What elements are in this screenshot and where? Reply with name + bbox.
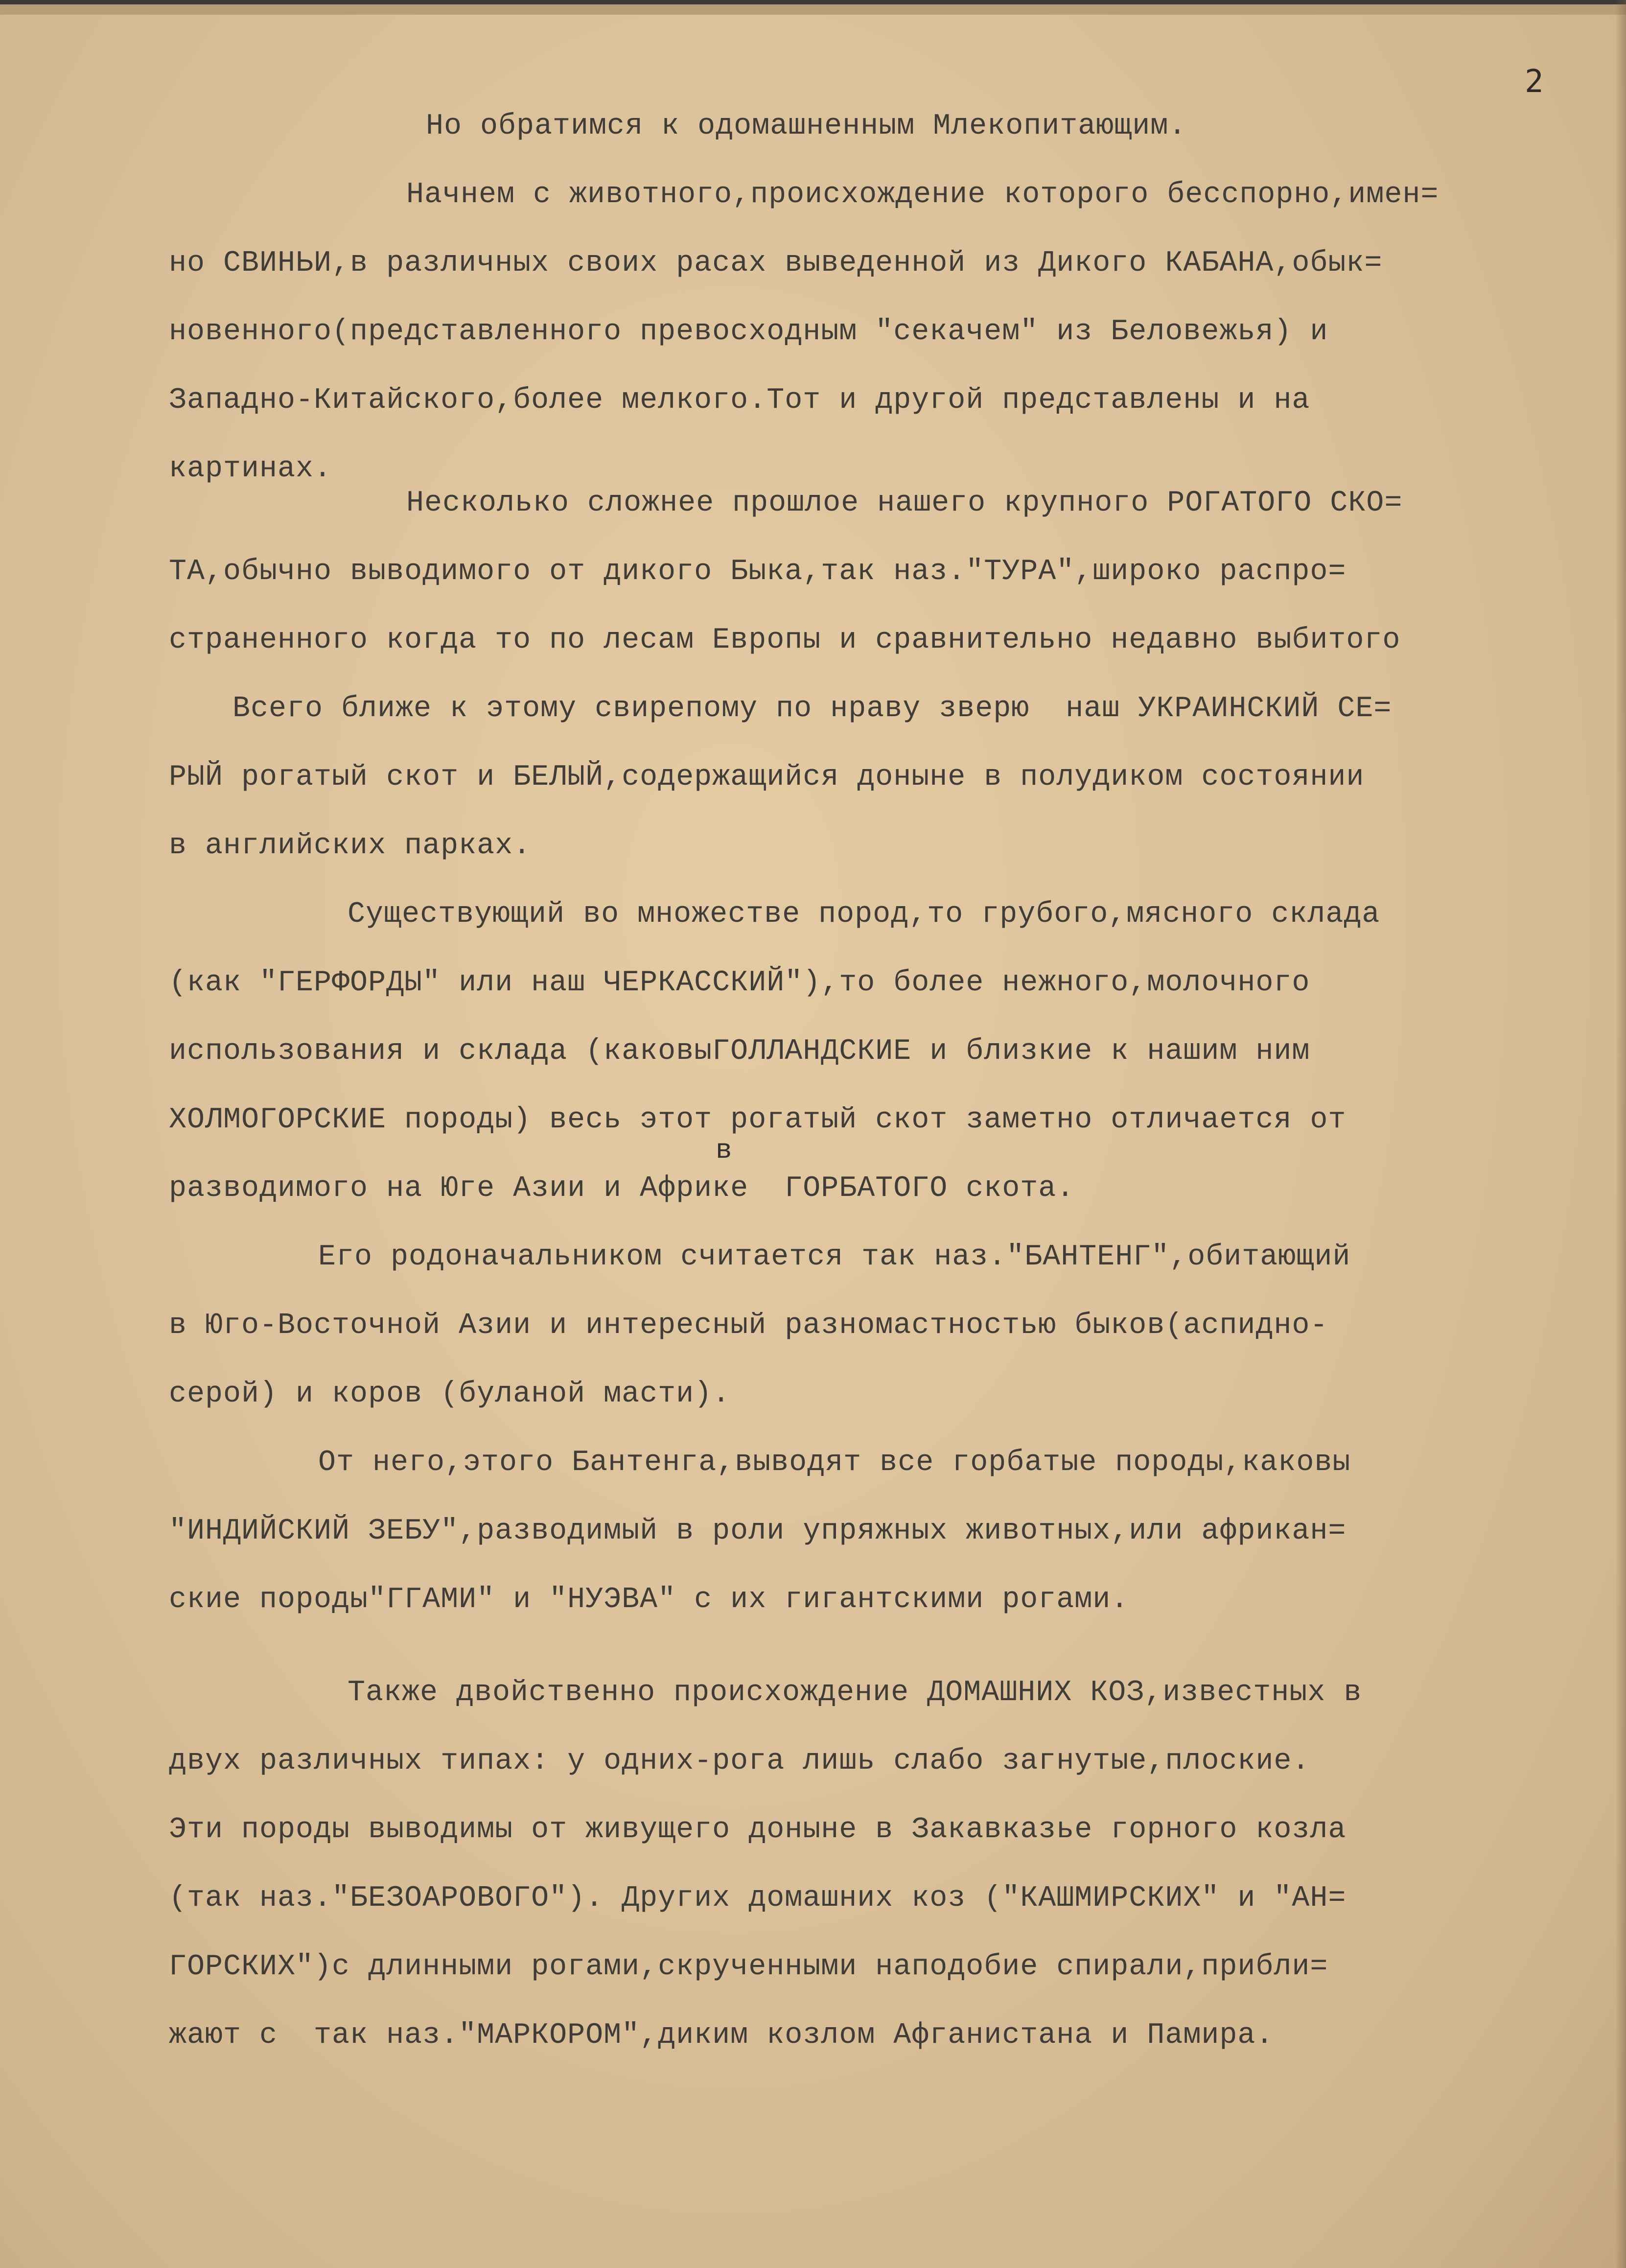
text-line: но СВИНЬИ,в различных своих расах выведенной из Дикого КАБАНА,обык= — [169, 247, 1383, 280]
text-line: ские породы"ГГАМИ" и "НУЭВА" с их гигантскими рогами. — [169, 1583, 1129, 1616]
page-number: 2 — [1525, 64, 1544, 100]
text-line: "ИНДИЙСКИЙ ЗЕБУ",разводимый в роли упряжных животных,или африкан= — [169, 1515, 1347, 1548]
text-line: картинах. — [169, 452, 332, 486]
text-line: ГОРСКИХ")с длинными рогами,скрученными наподобие спирали,прибли= — [169, 1950, 1328, 1984]
text-line: РЫЙ рогатый скот и БЕЛЫЙ,содержащийся доныне в полудиком состоянии — [169, 761, 1365, 794]
text-line: Но обратимся к одомашненным Млекопитающим. — [426, 110, 1187, 143]
text-line: ТА,обычно выводимого от дикого Быка,так наз."ТУРА",широко распро= — [169, 555, 1347, 588]
text-line: Эти породы выводимы от живущего доныне в Закавказье горного козла — [169, 1813, 1347, 1847]
text-line: разводимого на Юге Азии и Африке ГОРБАТОГО скота. — [169, 1172, 1075, 1205]
text-line: жают с так наз."МАРКОРОМ",диким козлом Афганистана и Памира. — [169, 2019, 1274, 2052]
text-line: Его родоначальником считается так наз."БАНТЕНГ",обитающий — [318, 1240, 1351, 1274]
text-line: ХОЛМОГОРСКИЕ породы) весь этот рогатый скот заметно отличается от — [169, 1103, 1347, 1137]
page-right-edge — [1615, 0, 1626, 2268]
text-line: двух различных типах: у одних-рога лишь слабо загнутые,плоские. — [169, 1745, 1310, 1778]
text-line: страненного когда то по лесам Европы и сравнительно недавно выбитого — [169, 624, 1401, 657]
text-line: Несколько сложнее прошлое нашего крупного РОГАТОГО СКО= — [406, 487, 1403, 520]
text-line: в английских парках. — [169, 829, 532, 863]
text-line: Всего ближе к этому свирепому по нраву зверю наш УКРАИНСКИЙ СЕ= — [232, 692, 1392, 725]
text-line: Также двойственно происхождение ДОМАШНИХ КОЗ,известных в — [348, 1676, 1362, 1709]
handwritten-insertion: в — [716, 1135, 732, 1166]
page-top-edge — [0, 0, 1626, 15]
text-line: От него,этого Бантенга,выводят все горбатые породы,каковы — [318, 1446, 1351, 1479]
text-line: Западно-Китайского,более мелкого.Тот и другой представлены и на — [169, 384, 1310, 417]
text-line: в Юго-Восточной Азии и интересный разномастностью быков(аспидно- — [169, 1309, 1328, 1342]
text-line: (так наз."БЕЗОАРОВОГО"). Других домашних коз ("КАШМИРСКИХ" и "АН= — [169, 1882, 1347, 1915]
text-line: (как "ГЕРФОРДЫ" или наш ЧЕРКАССКИЙ"),то более нежного,молочного — [169, 966, 1310, 1000]
text-line: Существующий во множестве пород,то грубого,мясного склада — [348, 898, 1380, 931]
text-line: Начнем с животного,происхождение которого бесспорно,имен= — [406, 178, 1439, 211]
text-line: серой) и коров (буланой масти). — [169, 1378, 731, 1411]
text-line: новенного(представленного превосходным "секачем" из Беловежья) и — [169, 315, 1328, 349]
text-line: использования и склада (каковыГОЛЛАНДСКИЕ и близкие к нашим ним — [169, 1035, 1310, 1068]
